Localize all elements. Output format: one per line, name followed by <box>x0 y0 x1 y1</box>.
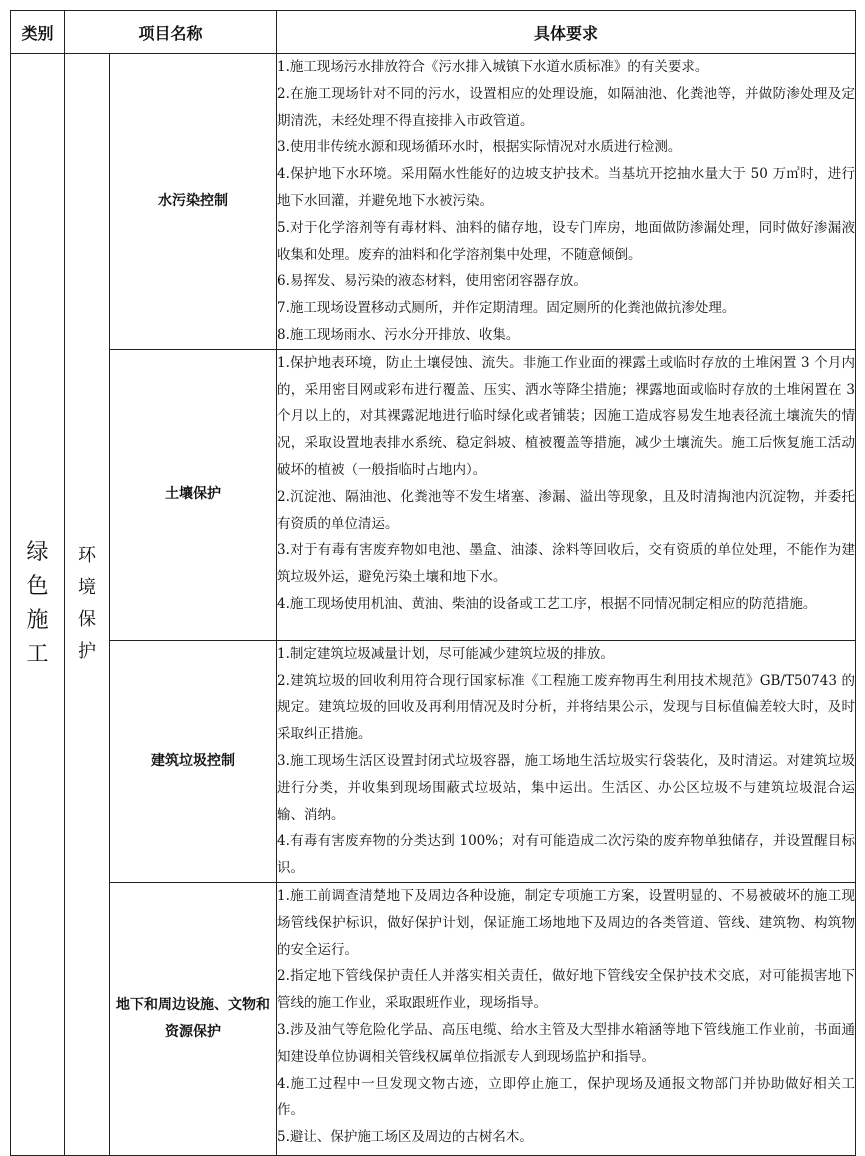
requirement-line: 2.在施工现场针对不同的污水，设置相应的处理设施，如隔油池、化粪池等，并做防渗处理及定期清洗，未经处理不得直接排入市政管道。 <box>277 85 856 129</box>
requirement-line: 3.施工现场生活区设置封闭式垃圾容器，施工场地生活垃圾实行袋装化，及时清运。对建筑垃圾进行分类，并收集到现场围蔽式垃圾站，集中运出。生活区、办公区垃圾不与建筑垃圾混合运输、消纳。 <box>277 752 856 823</box>
requirement-line: 3.对于有毒有害废弃物如电池、墨盒、油漆、涂料等回收后，交有资质的单位处理，不能作为建筑垃圾外运，避免污染土壤和地下水。 <box>277 542 856 586</box>
header-requirement: 具体要求 <box>277 11 856 54</box>
subcategory-cell <box>65 54 110 1156</box>
requirements-table <box>10 10 856 1156</box>
requirement-line: 1.保护地表环境，防止土壤侵蚀、流失。非施工作业面的裸露土或临时存放的土堆闲置 3 个月内的，采用密目网或彩布进行覆盖、压实、洒水等降尘措施；裸露地面或临时存放的土堆闲置在 3 个月以上的，对其裸露泥地进行临时绿化或者铺装；因施工造成容易发生地表径流土壤流失的情况，采取设置地表排水系统、稳定斜坡、植被覆盖等措施，减少土壤流失。施工后恢复施工活动破坏的植被（一般指临时占地内）。 <box>277 354 856 478</box>
category-cell <box>11 54 65 1156</box>
requirement-line: 7.施工现场设置移动式厕所，并作定期清理。固定厕所的化粪池做抗渗处理。 <box>277 300 736 317</box>
header-row <box>11 11 856 54</box>
requirement-line: 2.沉淀池、隔油池、化粪池等不发生堵塞、渗漏、溢出等现象，且及时清掏池内沉淀物，并委托有资质的单位清运。 <box>277 488 856 532</box>
requirement-line: 1.施工前调查清楚地下及周边各种设施，制定专项施工方案，设置明显的、不易被破坏的施工现场管线保护标识，做好保护计划，保证施工场地地下及周边的各类管道、管线、建筑物、构筑物的安全运行。 <box>277 887 856 958</box>
table-row <box>11 640 856 882</box>
requirement-line: 6.易挥发、易污染的液态材料，使用密闭容器存放。 <box>277 273 587 290</box>
requirement-line: 4.施工过程中一旦发现文物古迹，立即停止施工，保护现场及通报文物部门并协助做好相关工作。 <box>277 1075 856 1119</box>
item-name: 水污染控制 <box>110 54 277 350</box>
category-label: 绿色施工 <box>26 540 49 668</box>
header-item-name: 项目名称 <box>65 11 277 54</box>
requirement-line: 3.使用非传统水源和现场循环水时，根据实际情况对水质进行检测。 <box>277 139 682 156</box>
item-name: 地下和周边设施、文物和资源保护 <box>110 882 277 1155</box>
table-row <box>11 54 856 350</box>
requirement-cell <box>277 54 856 350</box>
requirement-line: 3.涉及油气等危险化学品、高压电缆、给水主管及大型排水箱涵等地下管线施工作业前，书面通知建设单位协调相关管线权属单位指派专人到现场监护和指导。 <box>277 1021 856 1065</box>
requirement-line: 2.指定地下管线保护责任人并落实相关责任，做好地下管线安全保护技术交底，对可能损害地下管线的施工作业，采取跟班作业，现场指导。 <box>277 968 856 1012</box>
requirement-line: 2.建筑垃圾的回收利用符合现行国家标准《工程施工废弃物再生利用技术规范》GB/T50743 的规定。建筑垃圾的回收及再利用情况及时分析，并将结果公示，发现与目标值偏差较大时，及时采取纠正措施。 <box>277 672 856 743</box>
requirement-line: 8.施工现场雨水、污水分开排放、收集。 <box>277 326 520 343</box>
requirement-cell <box>277 349 856 640</box>
requirement-cell <box>277 640 856 882</box>
requirement-line: 1.施工现场污水排放符合《污水排入城镇下水道水质标准》的有关要求。 <box>277 59 709 75</box>
item-name: 土壤保护 <box>110 349 277 640</box>
requirement-line: 1.制定建筑垃圾减量计划，尽可能减少建筑垃圾的排放。 <box>277 645 614 662</box>
table-row <box>11 882 856 1155</box>
header-category: 类别 <box>11 11 65 54</box>
requirement-line: 5.避让、保护施工场区及周边的古树名木。 <box>277 1129 533 1146</box>
table-row <box>11 349 856 640</box>
requirement-line: 5.对于化学溶剂等有毒材料、油料的储存地，设专门库房，地面做防渗漏处理，同时做好渗漏液收集和处理。废弃的油料和化学溶剂集中处理，不随意倾倒。 <box>277 219 856 263</box>
requirement-line: 4.施工现场使用机油、黄油、柴油的设备或工艺工序，根据不同情况制定相应的防范措施。 <box>277 595 817 612</box>
subcategory-label: 环境保护 <box>78 545 96 663</box>
requirement-cell <box>277 882 856 1155</box>
requirement-line: 4.保护地下水环境。采用隔水性能好的边坡支护技术。当基坑开挖抽水量大于 50 万㎥时，进行地下水回灌，并避免地下水被污染。 <box>277 166 856 209</box>
requirement-line: 4.有毒有害废弃物的分类达到 100%；对有可能造成二次污染的废弃物单独储存，并设置醒目标识。 <box>277 833 856 877</box>
item-name: 建筑垃圾控制 <box>110 640 277 882</box>
